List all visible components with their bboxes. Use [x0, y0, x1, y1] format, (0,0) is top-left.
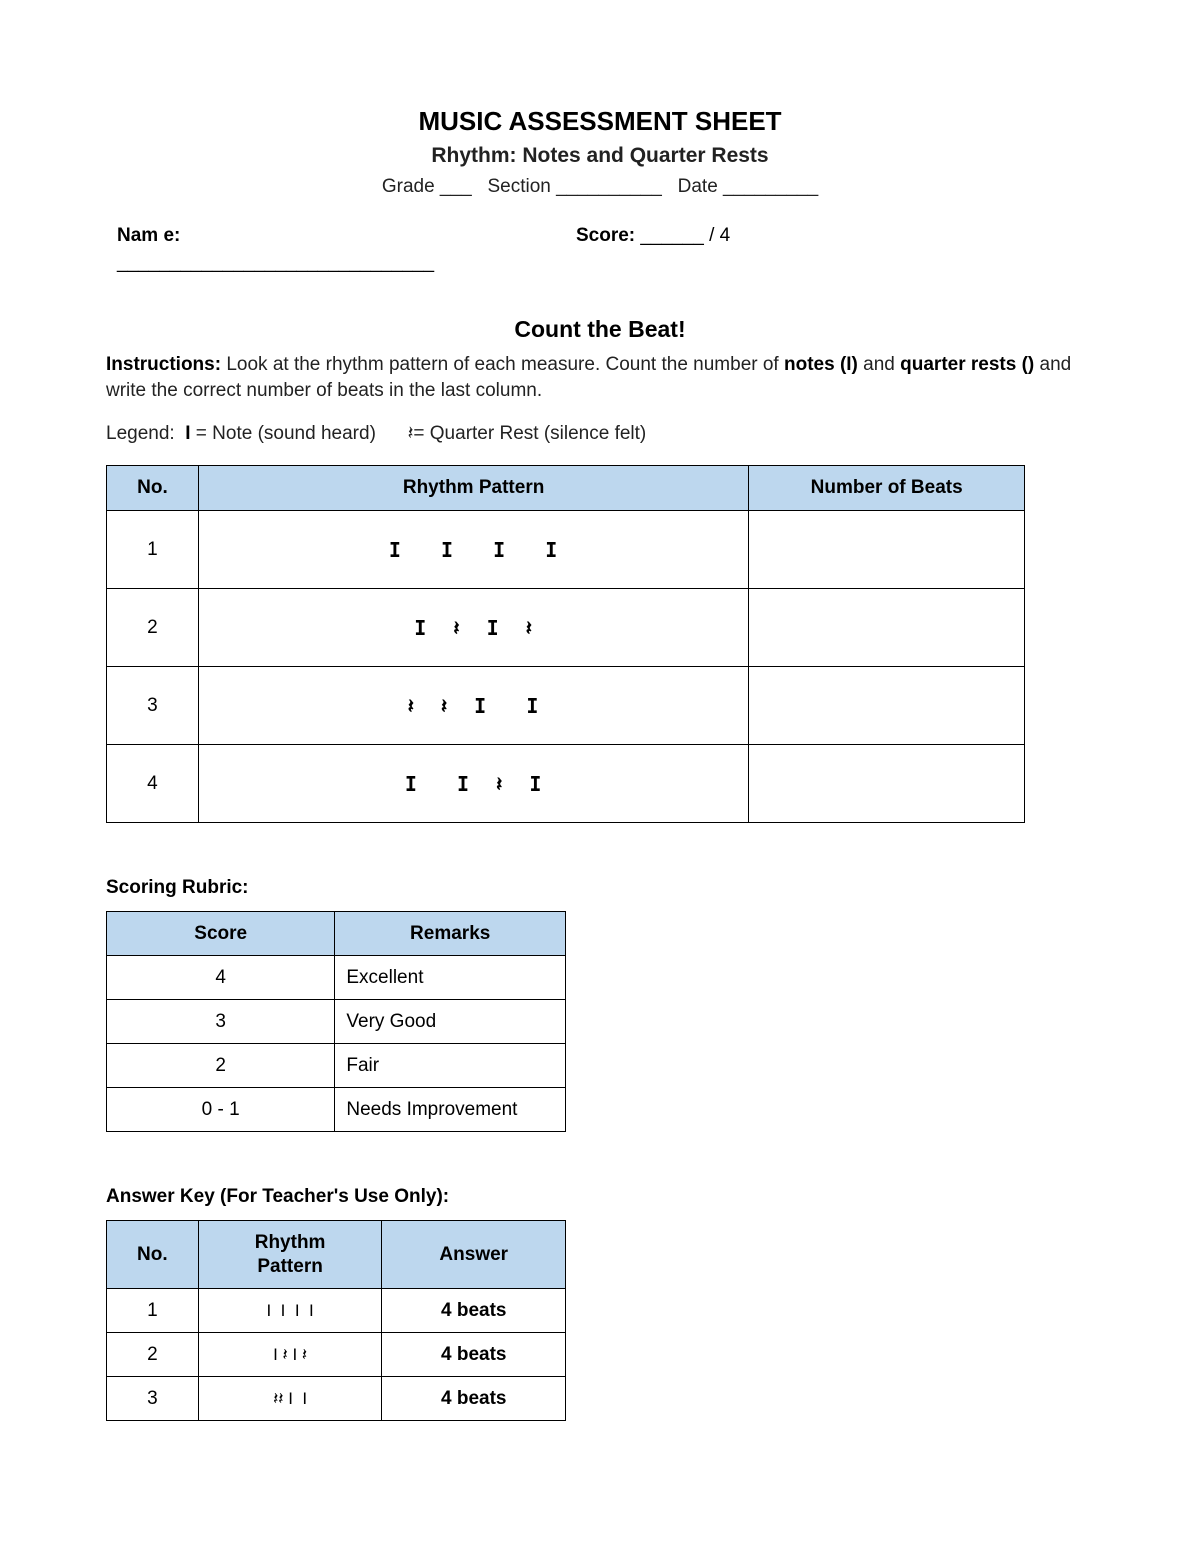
- table-row: [107, 589, 1025, 667]
- table-row: [107, 1000, 566, 1044]
- rubric-score: 4: [107, 956, 335, 1000]
- table-header-row: [107, 1221, 566, 1289]
- page-title: MUSIC ASSESSMENT SHEET: [418, 106, 782, 136]
- activity-title: Count the Beat!: [514, 316, 686, 342]
- legend-rest-text: = Quarter Rest (silence felt): [413, 423, 647, 444]
- rhythm-pattern: 𝄽𝄽 I I: [198, 1377, 382, 1421]
- col-header-no: No.: [107, 1221, 199, 1289]
- row-number: 2: [107, 1333, 199, 1377]
- score-label: Score:: [576, 225, 636, 246]
- beats-answer-cell[interactable]: [749, 589, 1025, 667]
- table-header-row: [107, 466, 1025, 511]
- legend: [106, 423, 646, 445]
- score-blank: ______ / 4: [635, 225, 731, 246]
- table-row: [107, 511, 1025, 589]
- table-row: [107, 1377, 566, 1421]
- rubric-label: Scoring Rubric:: [106, 877, 249, 898]
- table-row: [107, 1044, 566, 1088]
- answer-value: 4 beats: [382, 1377, 566, 1421]
- table-header-row: [107, 912, 566, 956]
- rhythm-pattern: I I I I: [198, 1289, 382, 1333]
- answer-value: 4 beats: [382, 1289, 566, 1333]
- rhythm-pattern: 𝄽 𝄽 I I: [198, 667, 748, 745]
- rubric-score: 0 - 1: [107, 1088, 335, 1132]
- rubric-score: 2: [107, 1044, 335, 1088]
- rhythm-pattern: I 𝄽 I 𝄽: [198, 1333, 382, 1377]
- scoring-rubric-table: [106, 911, 566, 1132]
- table-row: [107, 956, 566, 1000]
- legend-note-text: = Note (sound heard): [190, 423, 408, 444]
- col-header-score: Score: [107, 912, 335, 956]
- name-label: Nam e:: [117, 225, 181, 246]
- quarter-rest-symbol: 𝄽: [407, 423, 414, 444]
- instructions: [106, 352, 1096, 404]
- row-number: 1: [107, 511, 199, 589]
- rests-term: quarter rests (): [900, 354, 1035, 375]
- rubric-remark: Very Good: [335, 1000, 566, 1044]
- instructions-label: Instructions:: [106, 354, 222, 375]
- page-subtitle: Rhythm: Notes and Quarter Rests: [431, 144, 769, 167]
- rhythm-pattern: I I 𝄽 I: [198, 745, 748, 823]
- answer-key-label: Answer Key (For Teacher's Use Only):: [106, 1186, 450, 1207]
- col-header-rhythm-pattern: Rhythm Pattern: [198, 466, 748, 511]
- rhythm-pattern: I I I I: [198, 511, 748, 589]
- note-symbol: I: [185, 423, 191, 444]
- score-field: [576, 225, 730, 247]
- beats-answer-cell[interactable]: [749, 667, 1025, 745]
- rhythm-pattern: I 𝄽 I 𝄽: [198, 589, 748, 667]
- row-number: 3: [107, 1377, 199, 1421]
- rubric-remark: Needs Improvement: [335, 1088, 566, 1132]
- col-header-rhythm-pattern: Rhythm Pattern: [198, 1221, 382, 1289]
- table-row: [107, 1289, 566, 1333]
- row-number: 4: [107, 745, 199, 823]
- table-row: [107, 1088, 566, 1132]
- rubric-remark: Excellent: [335, 956, 566, 1000]
- grade-section-date-line: Grade ___ Section __________ Date _________: [381, 176, 819, 197]
- col-header-remarks: Remarks: [335, 912, 566, 956]
- col-header-answer: Answer: [382, 1221, 566, 1289]
- col-header-no: No.: [107, 466, 199, 511]
- instructions-text: and: [857, 354, 901, 375]
- beats-answer-cell[interactable]: [749, 745, 1025, 823]
- answer-key-table: [106, 1220, 566, 1421]
- table-row: [107, 667, 1025, 745]
- row-number: 1: [107, 1289, 199, 1333]
- row-number: 2: [107, 589, 199, 667]
- col-header-number-of-beats: Number of Beats: [749, 466, 1025, 511]
- table-row: [107, 1333, 566, 1377]
- beats-answer-cell[interactable]: [749, 511, 1025, 589]
- rhythm-table: [106, 465, 1025, 823]
- table-row: [107, 745, 1025, 823]
- instructions-text: and write the correct number of beats in the last column.: [106, 354, 1072, 401]
- notes-term: notes (I): [784, 354, 858, 375]
- answer-value: 4 beats: [382, 1333, 566, 1377]
- name-blank-line: ______________________________: [117, 252, 435, 273]
- row-number: 3: [107, 667, 199, 745]
- legend-prefix: Legend:: [106, 423, 186, 444]
- rubric-score: 3: [107, 1000, 335, 1044]
- rubric-remark: Fair: [335, 1044, 566, 1088]
- instructions-text: Look at the rhythm pattern of each measure. Count the number of: [221, 354, 784, 375]
